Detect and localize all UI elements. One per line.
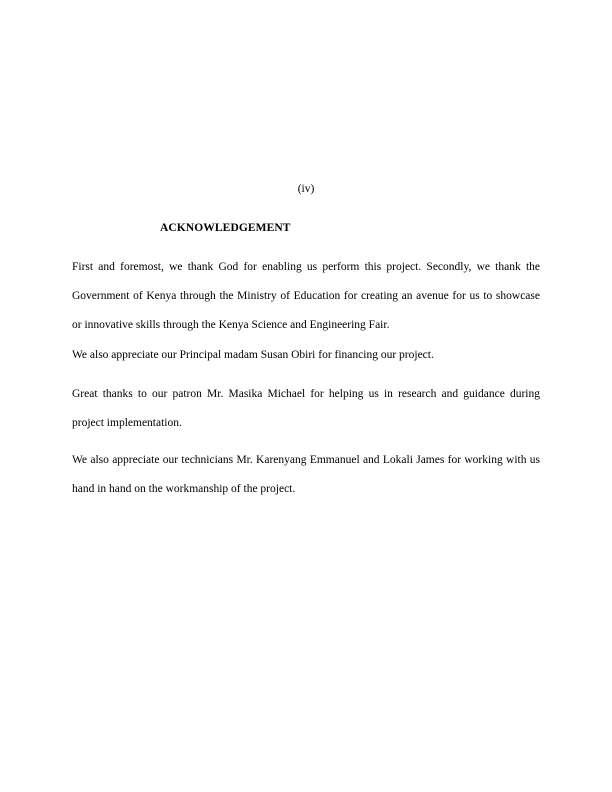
section-heading: ACKNOWLEDGEMENT [160, 222, 291, 234]
paragraph-principal: We also appreciate our Principal madam Susan Obiri for financing our project. [72, 349, 434, 361]
paragraph-thanks-god: First and foremost, we thank God for enabling us perform this project. Secondly, we thank the Government of Kenya through the Ministry of Education for creating an avenue for us to showcase or innovative skills through the Kenya Science and Engineering Fair. [72, 261, 540, 331]
paragraph-patron: Great thanks to our patron Mr. Masika Michael for helping us in research and guidance during project implementation. [72, 388, 540, 429]
page-number: (iv) [297, 183, 315, 195]
paragraph-technicians: We also appreciate our technicians Mr. Karenyang Emmanuel and Lokali James for working with us hand in hand on the workmanship of the project. [72, 454, 540, 495]
